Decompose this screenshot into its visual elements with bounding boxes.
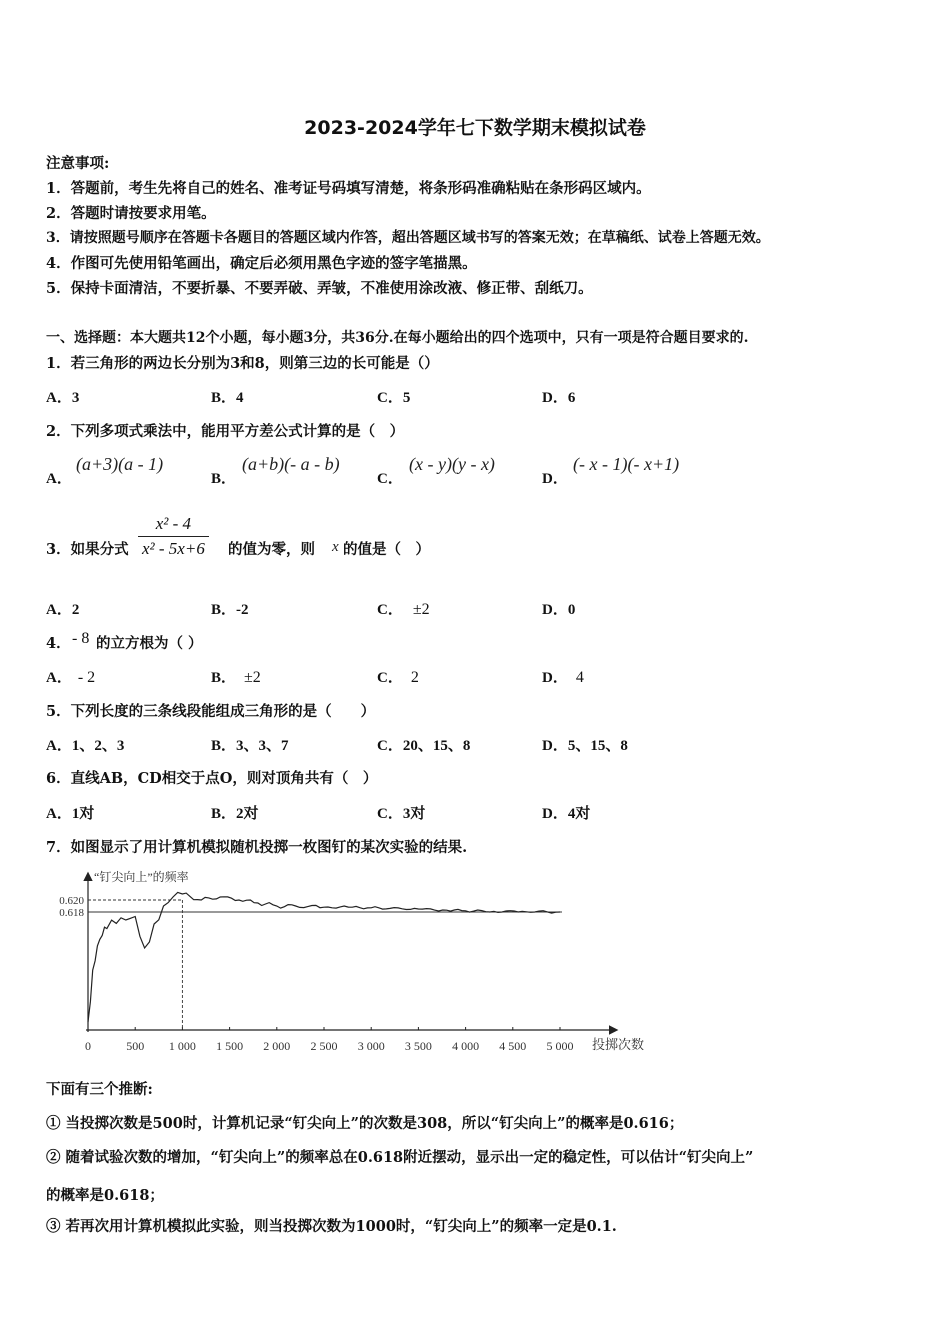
question-3-option-c: C． ±2 bbox=[377, 601, 430, 618]
question-5-option-c: C．20、15、8 bbox=[377, 738, 471, 754]
question-1-option-b: B．4 bbox=[211, 390, 244, 406]
question-3-suffix: 的值是（ ） bbox=[343, 541, 430, 558]
question-2-option-b-letter: B． bbox=[211, 471, 237, 487]
x-tick-label: 4 000 bbox=[452, 1039, 480, 1053]
question-6-option-d: D．4对 bbox=[542, 806, 591, 822]
note-item-3: 3．请按照题号顺序在答题卡各题目的答题区域内作答，超出答题区域书写的答案无效；在草稿纸、试卷上答题无效。 bbox=[46, 230, 770, 246]
note-item-2: 2．答题时请按要求用笔。 bbox=[46, 205, 216, 222]
question-4-prefix: 4． bbox=[46, 635, 71, 652]
question-2-option-d-expr: (- x - 1)(- x+1) bbox=[573, 454, 680, 474]
question-4-option-c: C． 2 bbox=[377, 669, 419, 686]
page-title: 2023-2024学年七下数学期末模拟试卷 bbox=[304, 117, 646, 139]
question-1-option-c: C．5 bbox=[377, 390, 411, 406]
question-5-option-d: D．5、15、8 bbox=[542, 738, 628, 754]
question-3-denominator: x² - 5x+6 bbox=[138, 536, 209, 559]
question-4-suffix: 的立方根为（ ） bbox=[96, 635, 203, 652]
note-item-4: 4．作图可先使用铅笔画出，确定后必须用黑色字迹的签字笔描黑。 bbox=[46, 255, 477, 272]
x-tick-label: 5 000 bbox=[546, 1039, 574, 1053]
question-3-option-d: D．0 bbox=[542, 602, 576, 618]
question-6-stem: 6．直线AB，CD相交于点O，则对顶角共有（ ） bbox=[46, 770, 378, 787]
question-6-option-a: A．1对 bbox=[46, 806, 95, 822]
notes-heading: 注意事项: bbox=[46, 155, 110, 172]
question-2-option-b-expr: (a+b)(- a - b) bbox=[242, 454, 340, 474]
question-1-stem: 1．若三角形的两边长分别为3和8，则第三边的长可能是（） bbox=[46, 355, 439, 372]
inference-2-continued: 的概率是0.618； bbox=[46, 1187, 164, 1204]
question-1-option-a: A．3 bbox=[46, 390, 80, 406]
question-5-stem: 5．下列长度的三条线段能组成三角形的是（ ） bbox=[46, 703, 376, 720]
question-2-option-a-expr: (a+3)(a - 1) bbox=[76, 454, 164, 474]
question-2-stem: 2．下列多项式乘法中，能用平方差公式计算的是（ ） bbox=[46, 423, 405, 440]
inference-2: ② 随着试验次数的增加，“钉尖向上”的频率总在0.618附近摆动，显示出一定的稳定性，可以估计“钉尖向上” bbox=[46, 1149, 754, 1166]
x-tick-label: 3 000 bbox=[357, 1039, 385, 1053]
x-tick-label: 2 500 bbox=[310, 1039, 338, 1053]
question-7-stem: 7．如图显示了用计算机模拟随机投掷一枚图钉的某次实验的结果. bbox=[46, 839, 468, 856]
question-4-option-a: A． - 2 bbox=[46, 669, 96, 686]
question-3-numerator: x² - 4 bbox=[155, 514, 192, 533]
x-tick-label: 0 bbox=[85, 1039, 91, 1053]
inference-3: ③ 若再次用计算机模拟此实验，则当投掷次数为1000时，“钉尖向上”的频率一定是0.1. bbox=[46, 1218, 617, 1235]
x-tick-label: 500 bbox=[126, 1039, 145, 1053]
question-2-option-c-expr: (x - y)(y - x) bbox=[409, 454, 495, 474]
x-tick-label: 4 500 bbox=[499, 1039, 527, 1053]
question-2-option-c-letter: C． bbox=[377, 471, 403, 487]
inference-1: ① 当投掷次数是500时，计算机记录“钉尖向上”的次数是308，所以“钉尖向上”的概率是0.616； bbox=[46, 1115, 684, 1132]
question-5-option-a: A．1、2、3 bbox=[46, 738, 125, 754]
frequency-chart-svg bbox=[46, 866, 658, 1061]
question-3-option-a: A．2 bbox=[46, 602, 80, 618]
x-tick-label: 2 000 bbox=[263, 1039, 291, 1053]
question-5-option-b: B．3、3、7 bbox=[211, 738, 289, 754]
y-axis-title: “钉尖向上”的频率 bbox=[94, 870, 189, 884]
x-axis-title: 投掷次数 bbox=[592, 1037, 645, 1052]
inference-heading: 下面有三个推断: bbox=[46, 1081, 153, 1098]
question-3-fraction bbox=[138, 514, 209, 559]
question-4-math: - 8 bbox=[72, 630, 90, 647]
y-tick-label: 0.620 bbox=[59, 895, 84, 907]
question-4-option-b: B． ±2 bbox=[211, 669, 261, 686]
question-2-option-d-letter: D． bbox=[542, 471, 568, 487]
question-3-variable: x bbox=[332, 539, 339, 555]
x-tick-labels bbox=[85, 1027, 574, 1053]
x-tick-label: 1 500 bbox=[216, 1039, 244, 1053]
note-item-1: 1．答题前，考生先将自己的姓名、准考证号码填写清楚，将条形码准确粘贴在条形码区域内。 bbox=[46, 180, 651, 197]
x-tick-label: 3 500 bbox=[404, 1039, 432, 1053]
note-item-5: 5．保持卡面清洁，不要折暴、不要弄破、弄皱，不准使用涂改液、修正带、刮纸刀。 bbox=[46, 280, 593, 297]
frequency-chart bbox=[46, 866, 658, 1061]
question-3-mid: 的值为零，则 bbox=[228, 541, 315, 558]
question-6-option-c: C．3对 bbox=[377, 806, 426, 822]
question-3-prefix: 3．如果分式 bbox=[46, 541, 129, 558]
y-tick-labels bbox=[59, 895, 84, 919]
x-tick-label: 1 000 bbox=[168, 1039, 196, 1053]
question-1-option-d: D．6 bbox=[542, 390, 576, 406]
question-2-option-a-letter: A． bbox=[46, 471, 72, 487]
question-4-option-d: D． 4 bbox=[542, 669, 584, 686]
y-tick-label: 0.618 bbox=[59, 907, 84, 919]
question-6-option-b: B．2对 bbox=[211, 806, 259, 822]
question-3-option-b: B．-2 bbox=[211, 602, 249, 618]
section-heading: 一、选择题：本大题共12个小题，每小题3分，共36分.在每小题给出的四个选项中，只有一项是符合题目要求的. bbox=[46, 330, 749, 346]
